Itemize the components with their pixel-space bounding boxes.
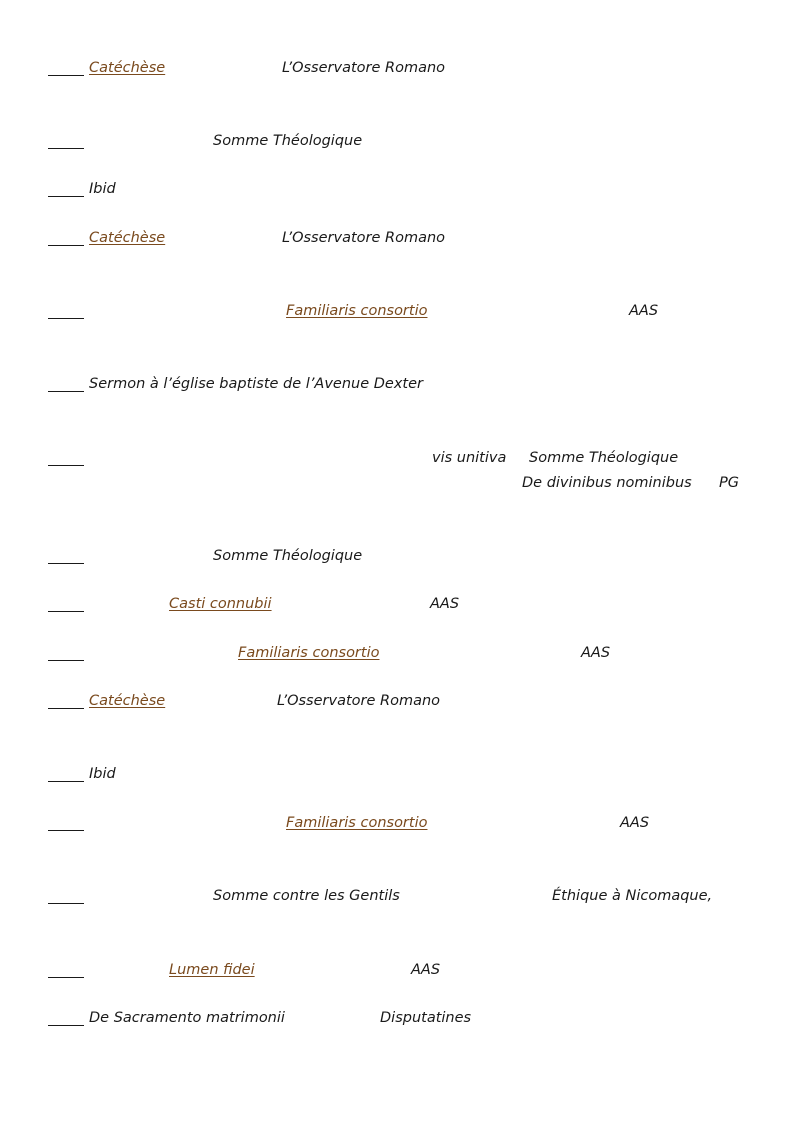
footnote-rule: [48, 830, 84, 831]
pg-text: PG: [719, 475, 739, 491]
aas-text: AAS: [430, 596, 460, 612]
work-title: Sermon à l’église baptiste de l’Avenue Dexter: [89, 376, 423, 392]
work-title: Éthique à Nicomaque,: [552, 888, 713, 904]
work-title: L’Osservatore Romano: [282, 230, 446, 246]
aas-text: AAS: [411, 962, 441, 978]
work-title: Somme Théologique: [213, 548, 363, 564]
familiaris-consortio-link[interactable]: Familiaris consortio: [286, 303, 428, 319]
footnote-rule: [48, 781, 84, 782]
footnote-rule: [48, 196, 84, 197]
ibid-text: Ibid: [89, 766, 116, 782]
catechese-link[interactable]: Catéchèse: [89, 230, 166, 246]
footnote-rule: [48, 977, 84, 978]
familiaris-consortio-link[interactable]: Familiaris consortio: [238, 645, 380, 661]
catechese-link[interactable]: Catéchèse: [89, 60, 166, 76]
footnote-rule: [48, 391, 84, 392]
footnote-rule: [48, 148, 84, 149]
footnote-rule: [48, 318, 84, 319]
footnote-rule: [48, 245, 84, 246]
work-title: De Sacramento matrimonii: [89, 1010, 285, 1026]
familiaris-consortio-link[interactable]: Familiaris consortio: [286, 815, 428, 831]
casti-connubii-link[interactable]: Casti connubii: [169, 596, 272, 612]
footnote-rule: [48, 465, 84, 466]
latin-term: vis unitiva: [432, 450, 507, 466]
lumen-fidei-link[interactable]: Lumen fidei: [169, 962, 255, 978]
footnote-rule: [48, 75, 84, 76]
footnote-rule: [48, 611, 84, 612]
footnote-rule: [48, 903, 84, 904]
catechese-link[interactable]: Catéchèse: [89, 693, 166, 709]
work-title: L’Osservatore Romano: [277, 693, 441, 709]
footnote-rule: [48, 660, 84, 661]
footnote-rule: [48, 1025, 84, 1026]
aas-text: AAS: [581, 645, 611, 661]
aas-text: AAS: [620, 815, 650, 831]
aas-text: AAS: [629, 303, 659, 319]
work-title: Somme contre les Gentils: [213, 888, 400, 904]
footnote-rule: [48, 708, 84, 709]
work-title: Somme Théologique: [529, 450, 679, 466]
work-title: De divinibus nominibus: [522, 475, 692, 491]
work-title: L’Osservatore Romano: [282, 60, 446, 76]
work-title: Somme Théologique: [213, 133, 363, 149]
footnote-rule: [48, 563, 84, 564]
work-title: Disputatines: [380, 1010, 472, 1026]
ibid-text: Ibid: [89, 181, 116, 197]
